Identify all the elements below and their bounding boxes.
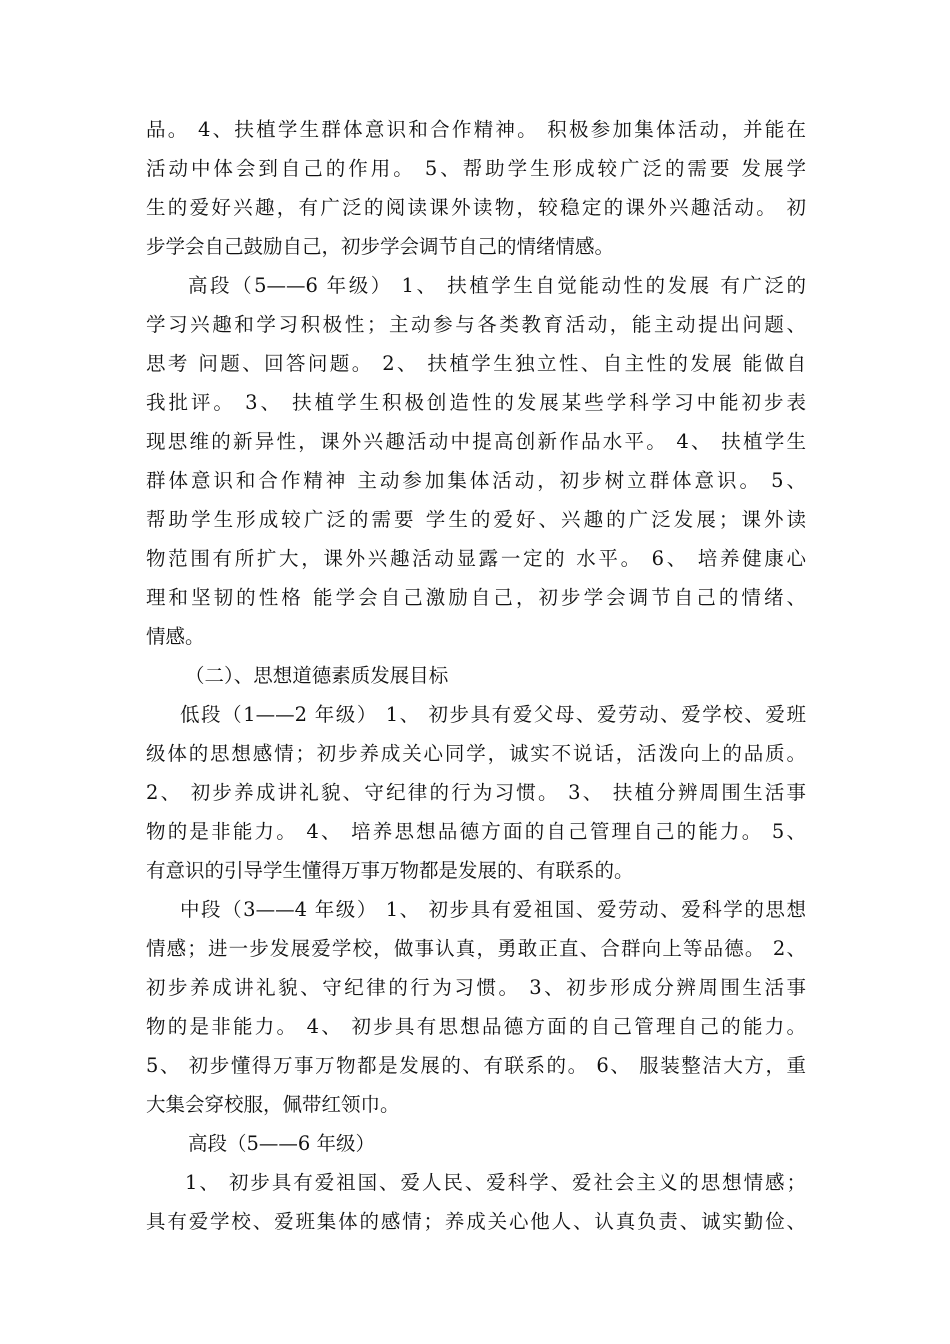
paragraph-line: 思考 问题、回答问题。 2、 扶植学生独立性、自主性的发展 能做自 [146,352,806,375]
paragraph-line: 情感；进一步发展爱学校，做事认真，勇敢正直、合群向上等品德。 2、 [146,937,806,960]
paragraph-line: 物范围有所扩大，课外兴趣活动显露一定的 水平。 6、 培养健康心 [146,547,806,570]
paragraph-line: 具有爱学校、爱班集体的感情；养成关心他人、认真负责、诚实勤俭、 [146,1210,806,1233]
section-heading: （二）、思想道德素质发展目标 [185,664,449,687]
paragraph-line: 物的是非能力。 4、 初步具有思想品德方面的自己管理自己的能力。 [146,1015,806,1038]
paragraph-line: 我批评。 3、 扶植学生积极创造性的发展某些学科学习中能初步表 [146,391,806,414]
paragraph-line: 活动中体会到自己的作用。 5、帮助学生形成较广泛的需要 发展学 [146,157,806,180]
paragraph-line: 现思维的新异性，课外兴趣活动中提高创新作品水平。 4、 扶植学生 [146,430,806,453]
paragraph-line: 大集会穿校服，佩带红领巾。 [146,1093,400,1116]
paragraph-line: 有意识的引导学生懂得万事万物都是发展的、有联系的。 [146,859,634,882]
paragraph-line: 品。 4、扶植学生群体意识和合作精神。 积极参加集体活动，并能在 [146,118,806,141]
paragraph-line: 低段（1——2 年级） 1、 初步具有爱父母、爱劳动、爱学校、爱班 [180,703,806,726]
paragraph-line: 5、 初步懂得万事万物都是发展的、有联系的。 6、 服装整洁大方，重 [146,1054,806,1077]
paragraph-line: 步学会自己鼓励自己，初步学会调节自己的情绪情感。 [146,235,615,258]
paragraph-line: 初步养成讲礼貌、守纪律的行为习惯。 3、初步形成分辨周围生活事 [146,976,806,999]
paragraph-line: 高段（5——6 年级） 1、 扶植学生自觉能动性的发展 有广泛的 [188,274,806,297]
paragraph-line: 理和坚韧的性格 能学会自己激励自己，初步学会调节自己的情绪、 [146,586,806,609]
paragraph-line: 级体的思想感情；初步养成关心同学，诚实不说话，活泼向上的品质。 [146,742,806,765]
paragraph-line: 群体意识和合作精神 主动参加集体活动，初步树立群体意识。 5、 [146,469,806,492]
subsection-heading: 高段（5——6 年级） [188,1132,376,1155]
paragraph-line: 1、 初步具有爱祖国、爱人民、爱科学、爱社会主义的思想情感； [185,1171,806,1194]
paragraph-line: 2、 初步养成讲礼貌、守纪律的行为习惯。 3、 扶植分辨周围生活事 [146,781,806,804]
paragraph-line: 中段（3——4 年级） 1、 初步具有爱祖国、爱劳动、爱科学的思想 [180,898,806,921]
paragraph-line: 物的是非能力。 4、 培养思想品德方面的自己管理自己的能力。 5、 [146,820,806,843]
paragraph-line: 情感。 [146,625,205,648]
paragraph-line: 生的爱好兴趣，有广泛的阅读课外读物，较稳定的课外兴趣活动。 初 [146,196,806,219]
paragraph-line: 学习兴趣和学习积极性；主动参与各类教育活动，能主动提出问题、 [146,313,806,336]
paragraph-line: 帮助学生形成较广泛的需要 学生的爱好、兴趣的广泛发展；课外读 [146,508,806,531]
